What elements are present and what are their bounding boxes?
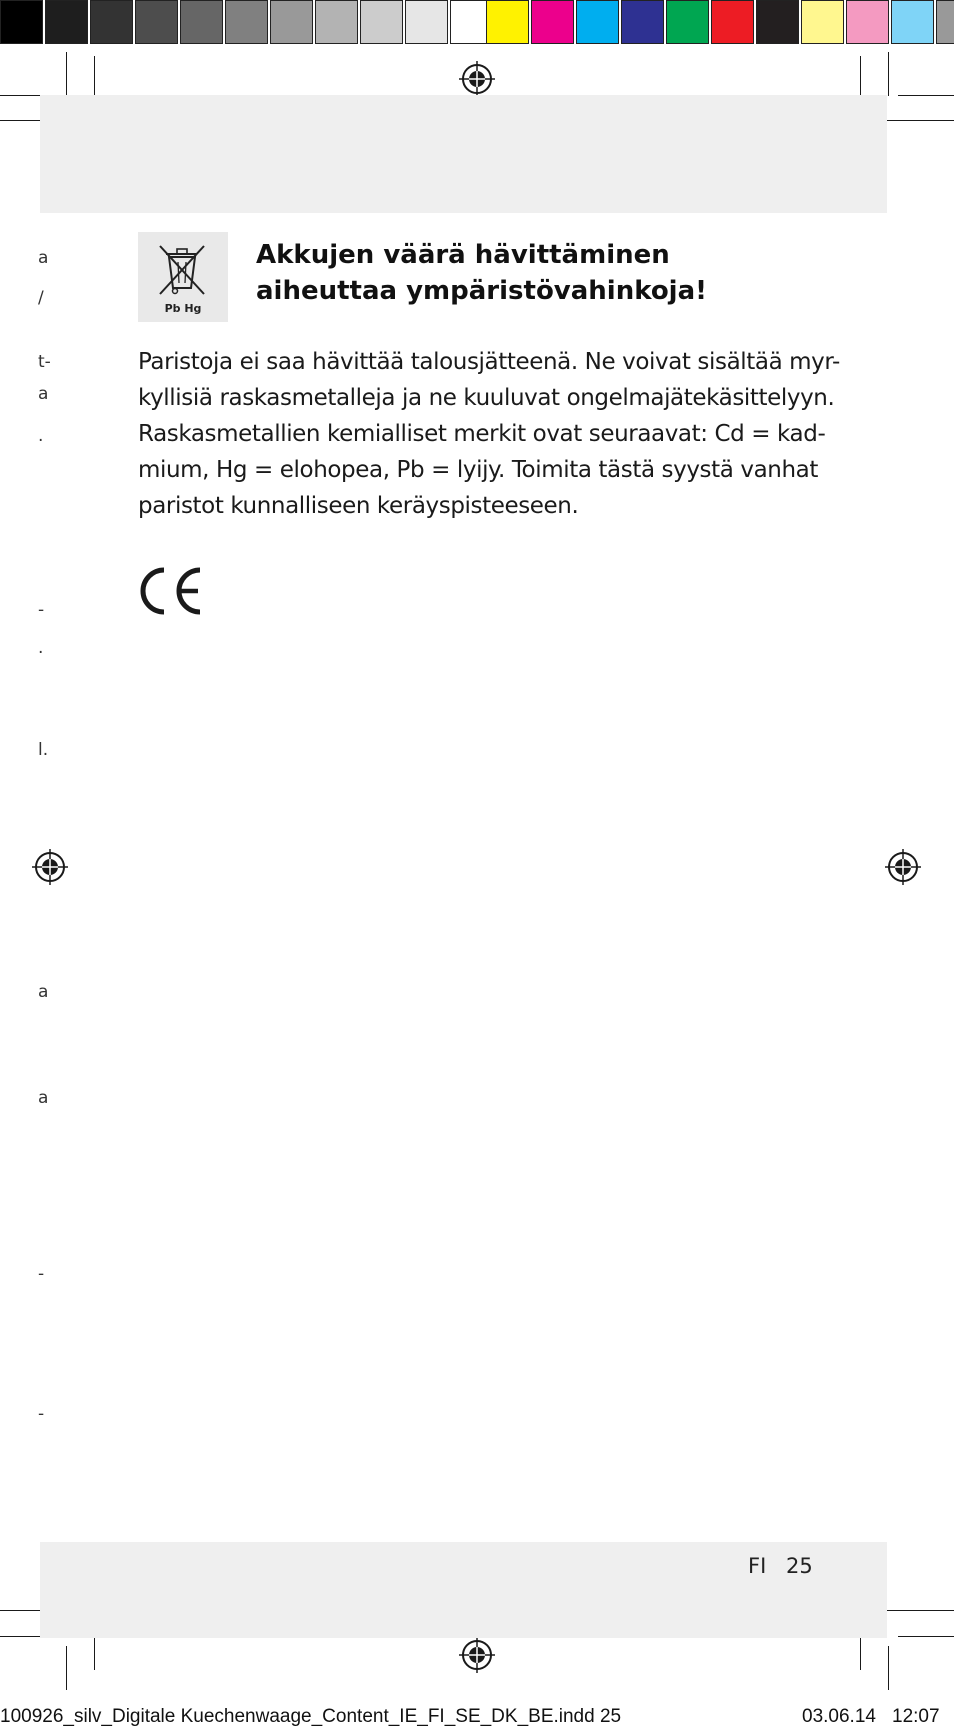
color-swatch [846,0,889,44]
color-swatch [405,0,448,44]
color-swatch [486,0,529,44]
color-swatch [90,0,133,44]
crop-mark [888,1646,889,1690]
crop-mark [66,52,67,96]
page-language: FI [748,1554,767,1578]
crop-mark [888,52,889,96]
text-fragment: - [38,1264,45,1284]
heavy-metal-label: Pb Hg [164,302,202,315]
slug-date: 03.06.14 [802,1706,876,1727]
ce-mark-icon [136,566,204,616]
slug-time: 12:07 [892,1706,940,1727]
color-swatch [180,0,223,44]
text-fragment: . [38,426,44,446]
registration-mark-icon [459,1637,495,1673]
color-swatch [756,0,799,44]
text-fragment: - [38,600,45,620]
crop-mark [898,95,954,96]
crop-mark [898,1636,954,1637]
color-swatch [621,0,664,44]
warning-heading [256,237,876,309]
crop-mark [880,120,954,121]
header-band [40,95,887,213]
color-swatch [225,0,268,44]
color-swatch [666,0,709,44]
warning-heading-line: aiheuttaa ympäristövahinkoja! [256,276,708,306]
color-swatch [45,0,88,44]
text-fragment: a [38,384,49,404]
paragraph-line: mium, Hg = elohopea, Pb = lyijy. Toimita tästä syystä vanhat [138,457,818,483]
color-swatch [135,0,178,44]
color-swatch [0,0,43,44]
color-swatch [936,0,954,44]
registration-mark-icon [885,849,921,885]
color-swatch [315,0,358,44]
paragraph-line: Raskasmetallien kemialliset merkit ovat seuraavat: Cd = kad- [138,421,826,447]
disposal-paragraph [138,344,838,524]
process-color-bar [486,0,954,46]
paragraph-line: Paristoja ei saa hävittää talousjätteenä. Ne voivat sisältää myr- [138,349,840,375]
text-fragment: l. [38,740,49,760]
color-swatch [270,0,313,44]
text-fragment: t- [38,352,51,372]
grayscale-color-bar [0,0,495,46]
text-fragment: a [38,248,49,268]
paragraph-line: paristot kunnalliseen keräyspisteeseen. [138,493,579,519]
crop-mark [94,56,95,100]
battery-disposal-warning [138,232,228,322]
text-fragment: - [38,1404,45,1424]
paragraph-line: kyllisiä raskasmetalleja ja ne kuuluvat ongelmajätekäsittelyyn. [138,385,835,411]
color-swatch [360,0,403,44]
registration-mark-icon [32,849,68,885]
registration-mark-icon [459,61,495,97]
color-swatch [576,0,619,44]
page-number: 25 [786,1554,813,1578]
warning-heading-line: Akkujen väärä hävittäminen [256,240,670,270]
crop-mark [860,56,861,100]
slug-filename: 100926_silv_Digitale Kuechenwaage_Content_IE_FI_SE_DK_BE.indd 25 [0,1706,622,1727]
color-swatch [711,0,754,44]
text-fragment: a [38,1088,49,1108]
color-swatch [891,0,934,44]
color-swatch [801,0,844,44]
text-fragment: a [38,982,49,1002]
crop-mark [66,1646,67,1690]
color-swatch [531,0,574,44]
text-fragment: . [38,638,44,658]
crop-mark [880,1610,954,1611]
text-fragment: / [38,288,44,308]
